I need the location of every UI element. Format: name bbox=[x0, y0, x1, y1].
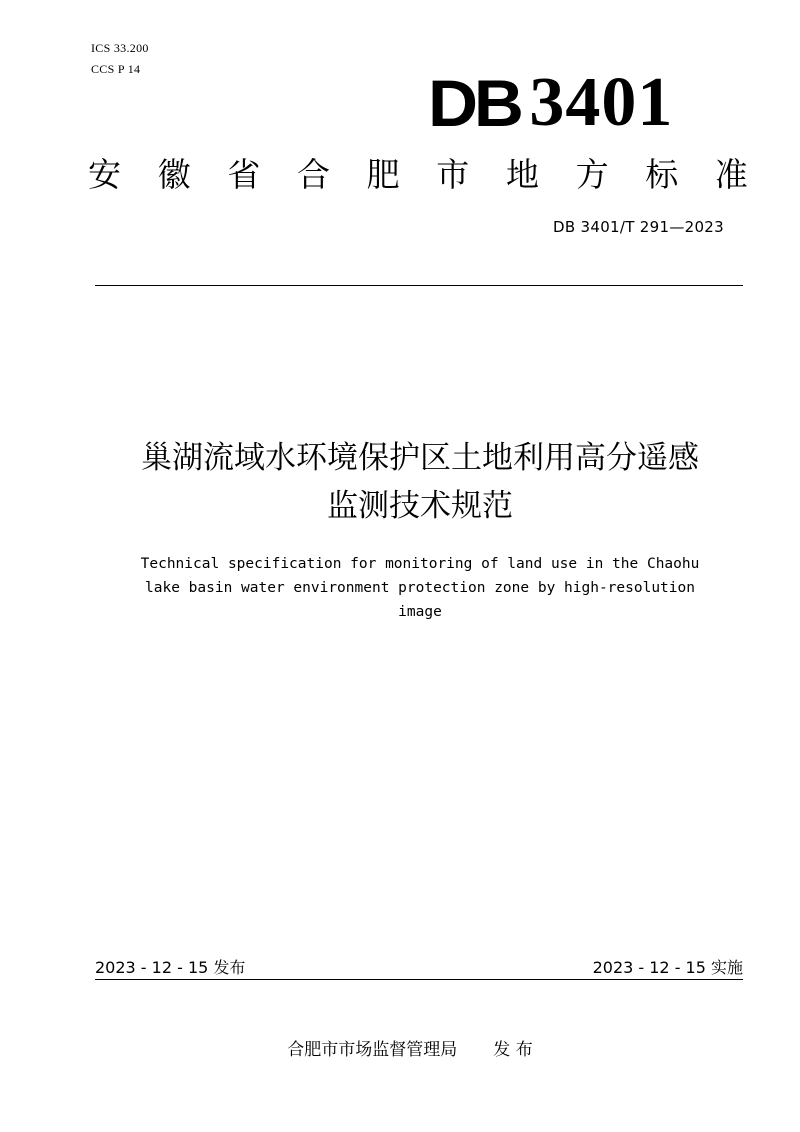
chinese-title-line-1: 巢湖流域水环境保护区土地利用高分遥感 bbox=[141, 440, 699, 476]
bottom-divider bbox=[95, 979, 743, 980]
standard-type-char: 市 bbox=[436, 155, 470, 194]
db-logo-letters: DB bbox=[428, 66, 520, 140]
issuing-authority: 合肥市市场监督管理局 bbox=[287, 1040, 458, 1060]
standard-type-char: 方 bbox=[575, 155, 609, 194]
db-logo-number: 3401 bbox=[529, 64, 674, 141]
standard-type-char: 肥 bbox=[366, 155, 400, 194]
standard-type-char: 合 bbox=[296, 155, 330, 194]
standard-code: DB 3401/T 291—2023 bbox=[553, 218, 724, 236]
english-title bbox=[60, 552, 780, 624]
english-title-line-1: Technical specification for monitoring of land use in the Chaohu bbox=[140, 556, 700, 572]
classification-codes bbox=[91, 38, 149, 80]
standard-type-char: 徽 bbox=[157, 155, 191, 194]
issue-word: 发 布 bbox=[493, 1040, 533, 1060]
implementation-date: 2023 - 12 - 15 实施 bbox=[592, 958, 743, 977]
standard-type-heading bbox=[88, 150, 748, 200]
standard-type-char: 省 bbox=[227, 155, 261, 194]
db-standard-logo bbox=[428, 64, 674, 141]
standard-type-char: 地 bbox=[505, 155, 539, 194]
ics-code: ICS 33.200 bbox=[91, 41, 149, 55]
issuer-line bbox=[0, 1035, 800, 1060]
standard-type-char: 安 bbox=[88, 155, 121, 194]
english-title-line-3: image bbox=[398, 604, 442, 620]
chinese-title bbox=[60, 434, 780, 530]
top-divider bbox=[95, 285, 743, 286]
standard-type-char: 准 bbox=[714, 155, 748, 194]
chinese-title-line-2: 监测技术规范 bbox=[327, 488, 513, 524]
ccs-code: CCS P 14 bbox=[91, 62, 141, 76]
standard-type-char: 标 bbox=[645, 155, 679, 194]
release-date: 2023 - 12 - 15 发布 bbox=[95, 958, 246, 977]
english-title-line-2: lake basin water environment protection zone by high-resolution bbox=[145, 580, 695, 596]
